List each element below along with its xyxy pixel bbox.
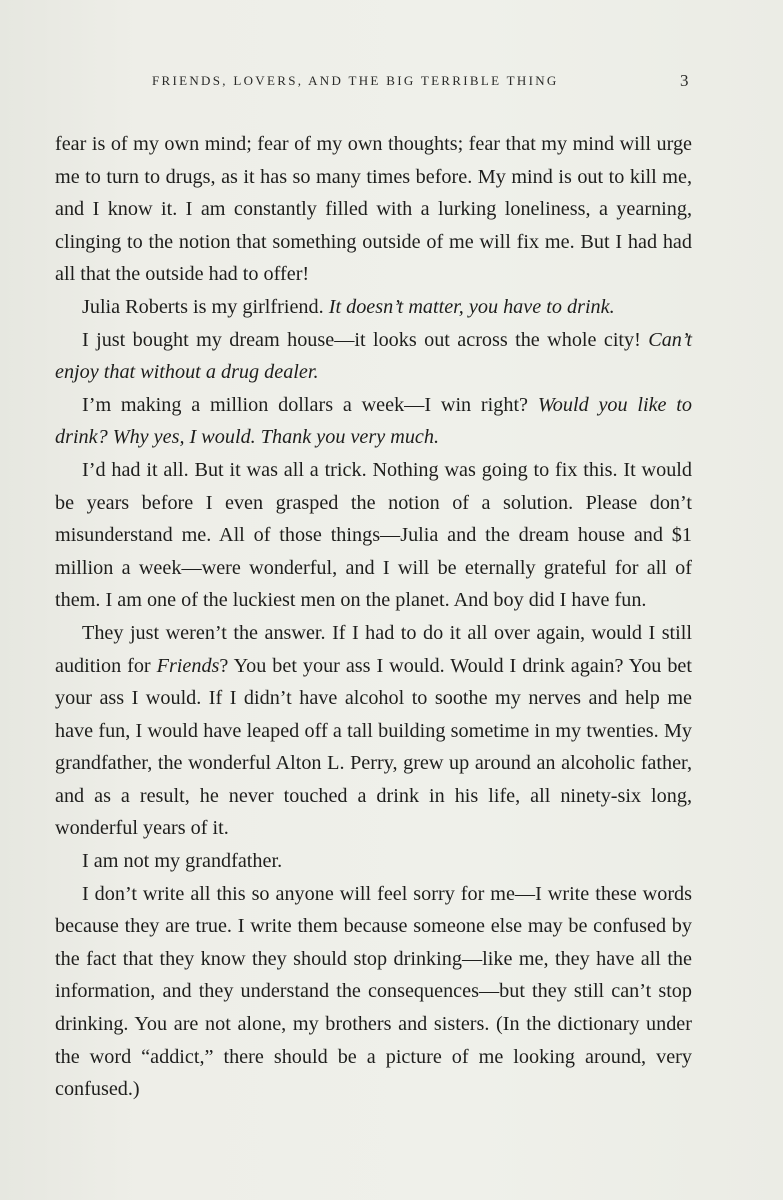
paragraph-7 [55,845,692,878]
text-segment: Julia Roberts is my girlfriend. [82,295,329,318]
italic-text-segment: Would you like to drink? Why yes, I would. Thank you very much. [55,393,693,449]
page-number: 3 [680,71,689,90]
text-segment: I am not my grandfather. [82,850,283,873]
text-segment: I’d had it all. But it was all a trick. Nothing was going to fix this. It would be years before I even grasped the notion of a solution. Please don’t misunderstand me. All of those things—Julia and the dream house and $1 million a week—were wonderful, and I will be eternally grateful for all of them. I am one of the luckiest men on the planet. And boy did I have fun. [55,458,692,612]
running-head: FRIENDS, LOVERS, AND THE BIG TERRIBLE THING [152,73,559,88]
paragraph-5 [55,454,692,617]
paragraph-1 [55,128,692,291]
paragraph-4 [55,389,692,454]
paragraph-6 [55,617,692,845]
text-segment: ? You bet your ass I would. Would I drink again? You bet your ass I would. If I didn’t have alcohol to soothe my nerves and help me have fun, I would have leaped off a tall building sometime in my twenties. My grandfather, the wonderful Alton L. Perry, grew up around an alcoholic father, and as a result, he never touched a drink in his life, all ninety-six long, wonderful years of it. [55,654,692,840]
paragraph-3 [55,324,692,389]
paragraph-2 [55,291,692,324]
italic-text-segment: It doesn’t matter, you have to drink. [328,295,615,318]
body-text [55,128,692,1106]
text-segment: fear is of my own mind; fear of my own thoughts; fear that my mind will urge me to turn to drugs, as it has so many times before. My mind is out to kill me, and I know it. I am constantly filled with a lurking loneliness, a yearning, clinging to the notion that something outside of me will fix me. But I had had all that the outside had to offer! [55,133,692,286]
paragraph-8 [55,878,692,1106]
text-segment: I’m making a million dollars a week—I win right? [82,393,538,416]
italic-text-segment: Can’t enjoy that without a drug dealer. [55,328,692,384]
italic-text-segment: Friends [156,654,220,677]
text-segment: They just weren’t the answer. If I had to do it all over again, would I still audition for [55,621,692,677]
text-segment: I just bought my dream house—it looks out across the whole city! [82,328,649,351]
text-segment: I don’t write all this so anyone will feel sorry for me—I write these words because they are true. I write them because someone else may be confused by the fact that they know they should stop drinking—like me, they have all the information, and they understand the consequences—but they still can’t stop drinking. You are not alone, my brothers and sisters. (In the dictionary under the word “addict,” there should be a picture of me looking around, very confused.) [55,882,692,1101]
